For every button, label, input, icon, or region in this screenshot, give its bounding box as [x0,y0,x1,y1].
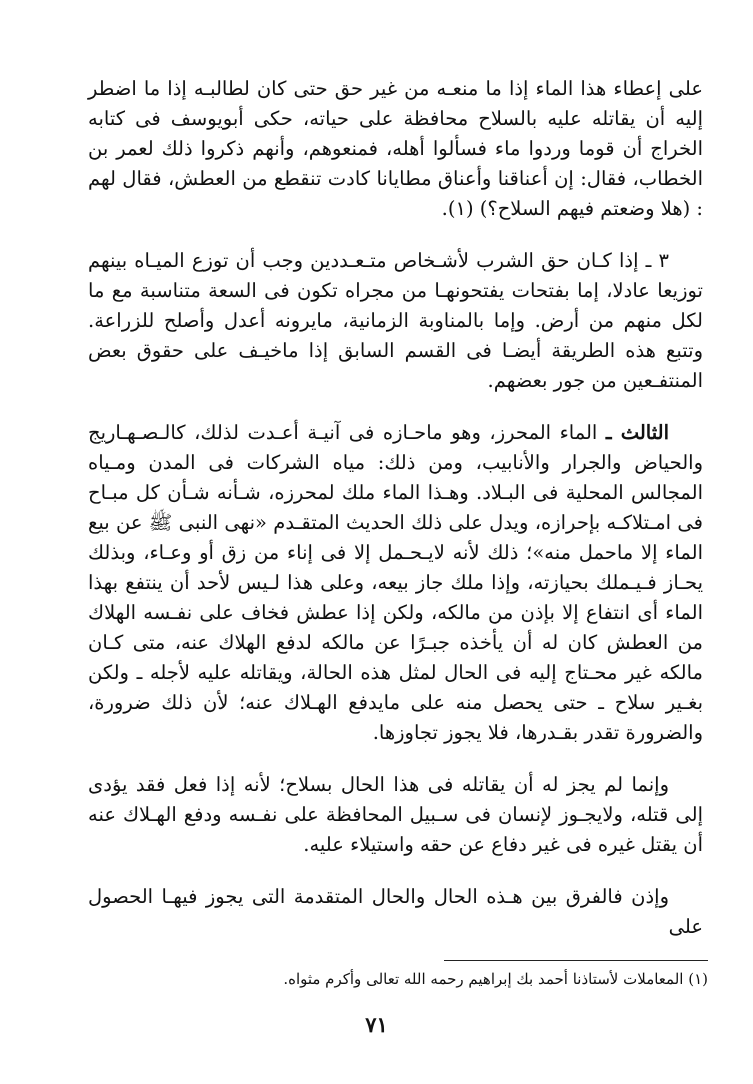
paragraph-5: وإذن فالفرق بين هـذه الحال والحال المتقدمة التى يجوز فيهـا الحصول على [88,885,703,938]
footnote: (١) المعاملات لأستاذنا أحمد بك إبراهيم رحمه الله تعالى وأكرم مثواه. [283,970,708,988]
paragraph-4: وإنما لم يجز له أن يقاتله فى هذا الحال بسلاح؛ لأنه إذا فعل فقد يؤدى إلى قتله، ولايجـوز لإنسان فى سـبيل المحافظة على نفـسه ودفع الهـلاك عنه أن يقتل غيره فى غير دفاع عن حقه واستيلاء عليه. [88,773,703,856]
paragraph-3-text: الماء المحرز، وهو ماحـازه فى آنيـة أعـدت لذلك، كالـصـهـاريج والحياض والجرار والأنابيب، ومن ذلك: مياه الشركات فى المدن ومـياه المجالس المحلية فى البـلاد. وهـذا الماء ملك لمحرزه، شـأنه شـأن كل مبـاح فى امـتلاكـه بإحرازه، ويدل على ذلك الحديث المتقـدم «نهى النبى ﷺ عن بيع الماء إلا ماحمل منه»؛ ذلك لأنه لايـحـمل إلا فى إناء من زق أو وعـاء، وبذلك يحـاز فـيـملك بحيازته، وإذا ملك جاز بيعه، وعلى هذا لـيس لأحد أن ينتفع بهذا الماء أى انتفاع إلا بإذن من مالكه، ولكن إذا عطش فخاف على نفـسه الهلاك من العطش كان له أن يأخذه جبـرًا عن مالكه لدفع الهلاك عنه، متى كـان مالكه غير محـتاج إليه فى الحال لمثل هذه الحالة، ويقاتله عليه لأجله ـ ولكن بغـير سلاح ـ حتى يحصل منه على مايدفع الهـلاك عنه؛ لأن ذلك ضرورة، والضرورة تقدر بقـدرها، فلا يجوز تجاوزها. [88,421,703,744]
paragraph-3 [88,418,703,748]
page-number: ٧١ [365,1012,388,1037]
footnote-divider [444,960,708,961]
paragraph-1: على إعطاء هذا الماء إذا ما منعـه من غير حق حتى كان لطالبـه إذا ما اضطر إليه أن يقاتله عليه بالسلاح محافظة على حياته، حكى أبويوسف فى كتابه الخراج أن قوما وردوا ماء فسألوا أهله، فمنعوهم، وأنهم ذكروا ذلك لعمر بن الخطاب، فقال: إن أعناقنا وأعناق مطايانا كادت تنقطع من العطش، فقال لهم : (هلا وضعتم فيهم السلاح؟) (١). [88,77,703,220]
body-text [88,74,703,942]
paragraph-2: ٣ ـ إذا كـان حق الشرب لأشـخاص متـعـددين وجب أن توزع الميـاه بينهم توزيعا عادلا، إما بفتحات يفتحونهـا من مجراه تكون فى السعة متناسبة مع ما لكل منهم من أرض. وإما بالمناوبة الزمانية، مايرونه أعدل وأصلح للزراعة. وتتبع هذه الطريقة أيضـا فى القسم السابق إذا ماخيـف على حقوق بعض المنتفـعين من جور بعضهم. [88,249,703,392]
section-heading-dash: ـ [605,421,621,444]
section-heading-third: الثالث [620,421,669,444]
